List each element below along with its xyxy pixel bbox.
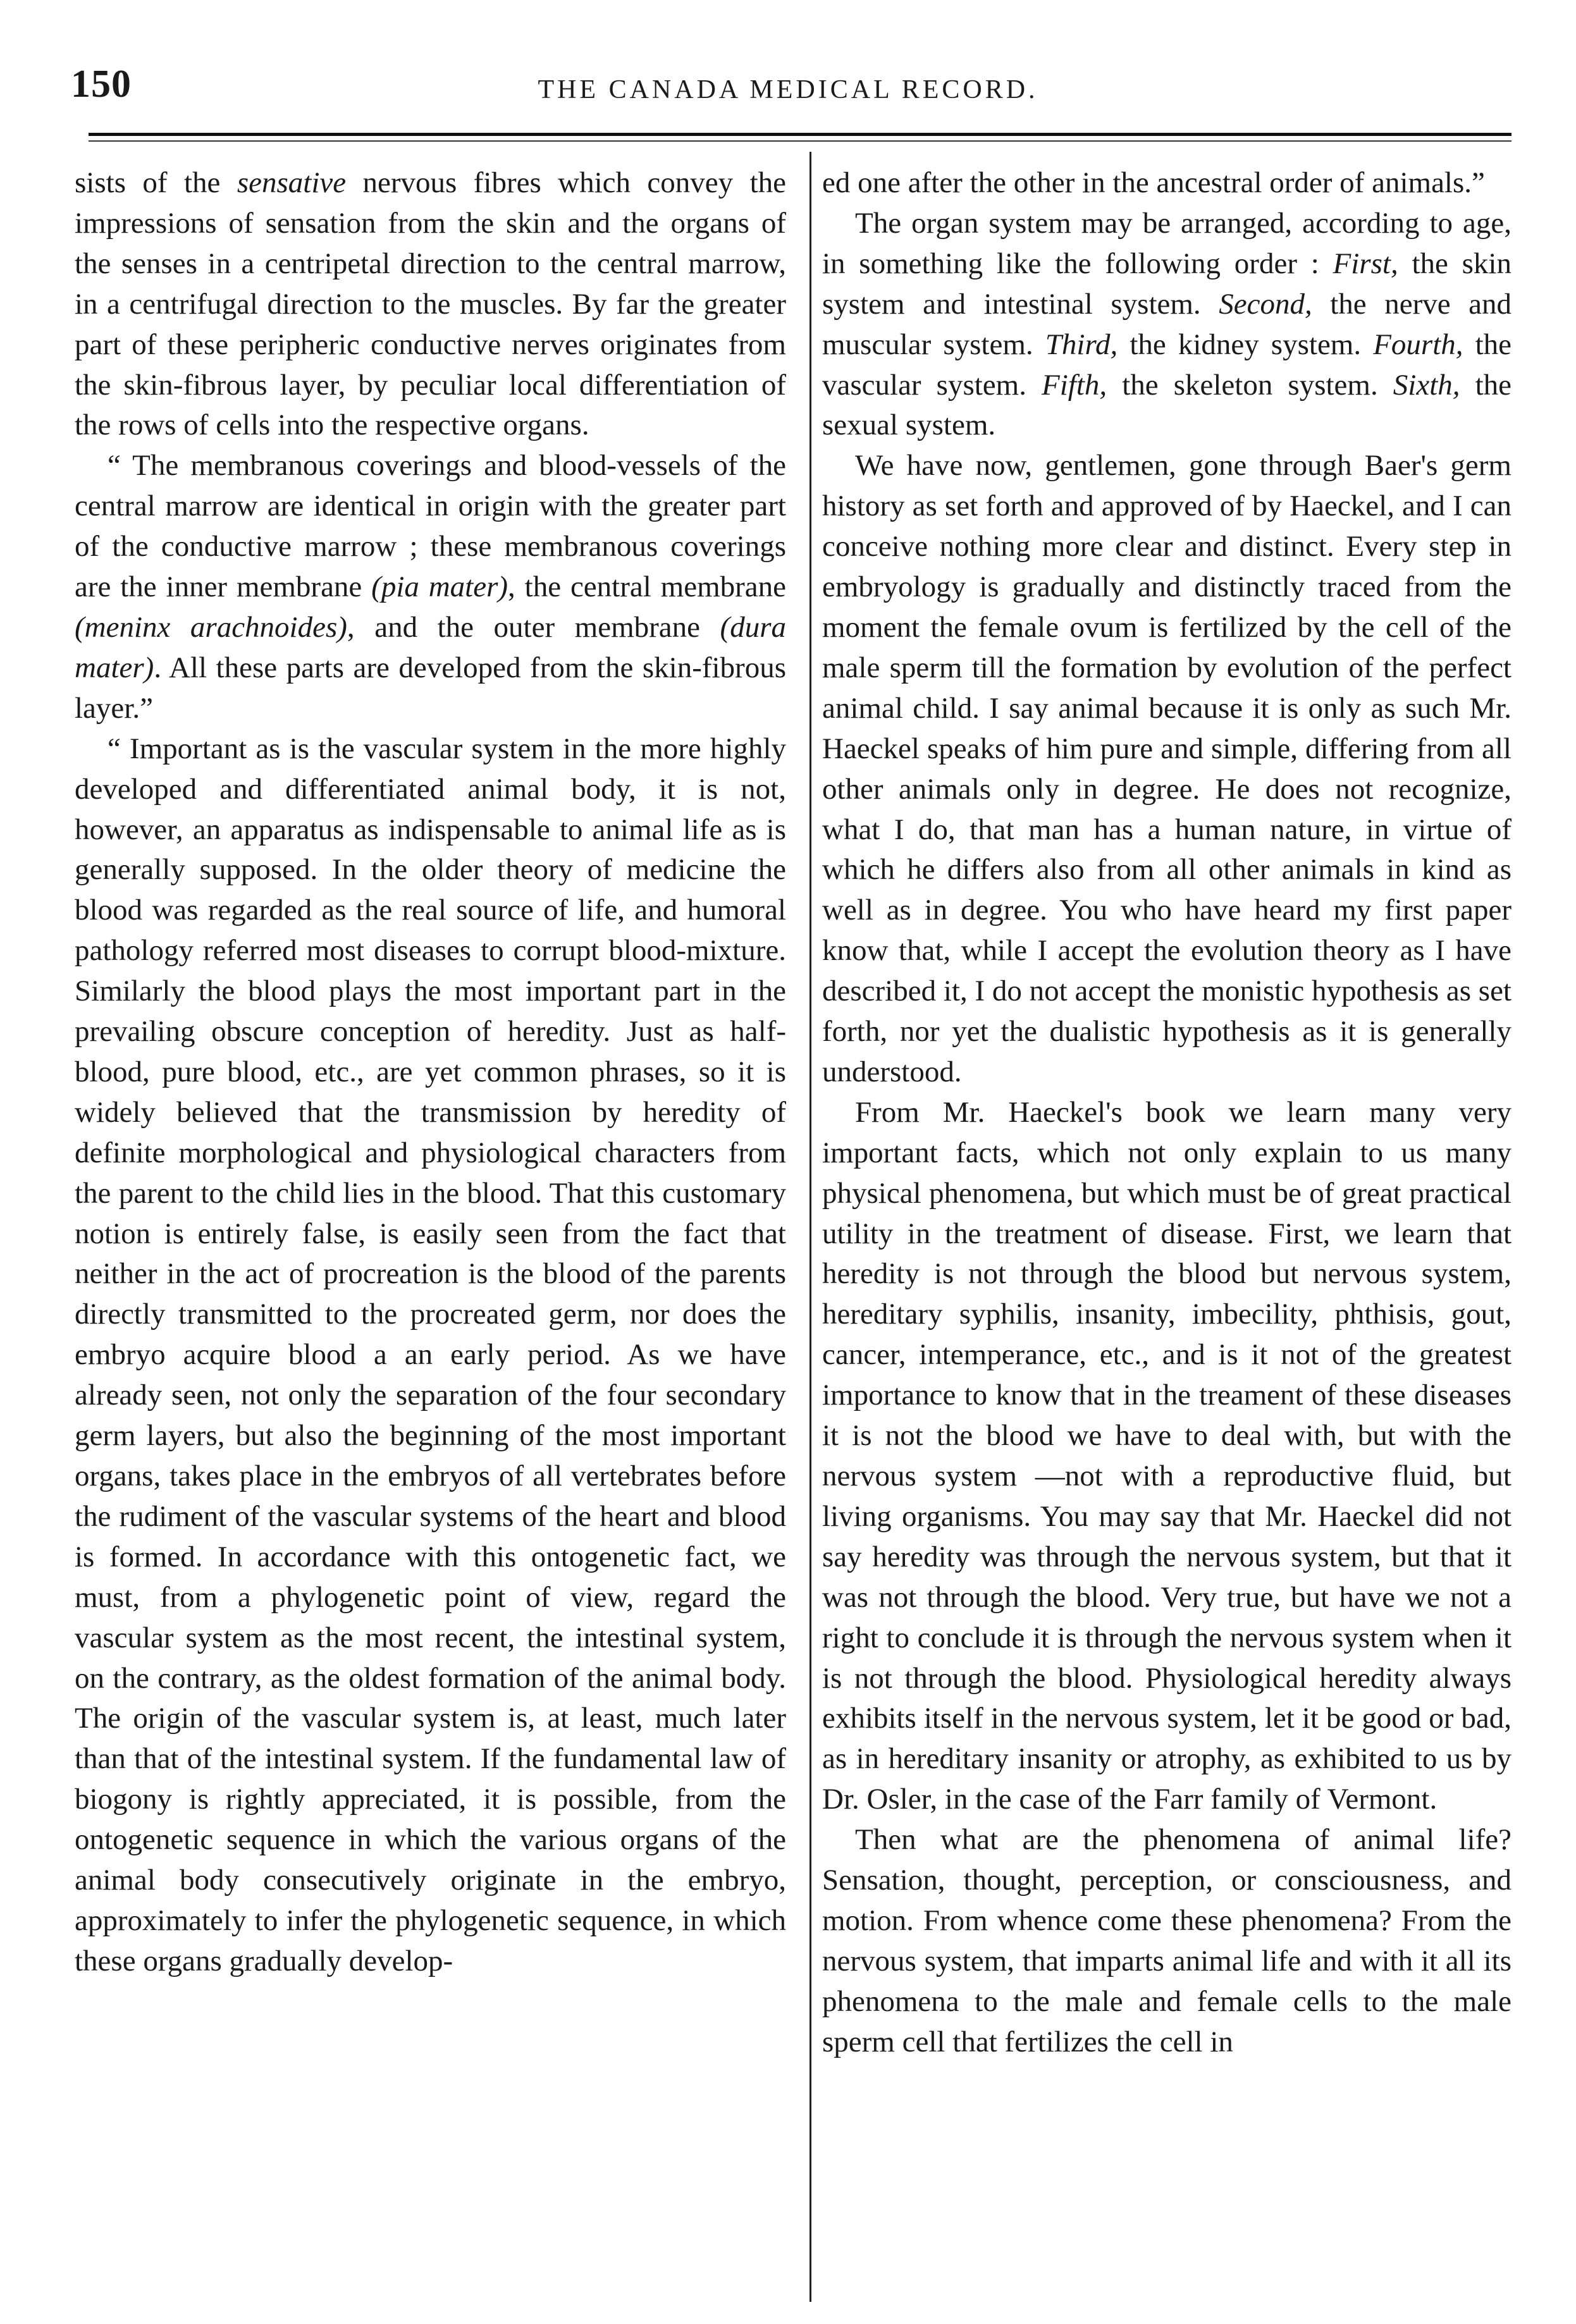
italic-run: Sixth, bbox=[1393, 368, 1460, 402]
paragraph bbox=[822, 446, 1511, 1093]
text-run: nervous fibres which convey the impressions of sensation from the skin and the organs of the senses in a centripetal direction to the central marrow, in a centrifugal direction to the muscles. By far the greater part of these peripheric conductive nerves originates from the skin-fibrous layer, by peculiar local differentiation of the rows of cells into the respective organs. bbox=[75, 166, 786, 442]
text-run: sists of the bbox=[75, 166, 237, 199]
text-run: The organ system may be arranged, according to age, in something like the following order : bbox=[822, 206, 1511, 280]
text-run: the skin system and intestinal system. bbox=[822, 247, 1511, 321]
italic-run: Third, bbox=[1045, 328, 1118, 361]
page-number: 150 bbox=[71, 63, 132, 106]
paragraph bbox=[822, 1093, 1511, 1820]
text-run: the vascular system. bbox=[822, 328, 1511, 402]
paragraph bbox=[75, 446, 786, 729]
italic-run: (pia mater) bbox=[371, 570, 508, 604]
italic-run: Fifth, bbox=[1042, 368, 1107, 402]
header-rule bbox=[89, 133, 1511, 136]
paragraph bbox=[75, 163, 786, 446]
text-run: We have now, gentlemen, gone through Baer's germ history as set forth and approved of by Haeckel, and I can conceive nothing more clear and distinct. Every step in embryology is gradually and distinctly traced from the moment the female ovum is fertilized by the cell of the male sperm till the formation by evolution of the perfect animal child. I say animal because it is only as such Mr. Haeckel speaks of him pure and simple, differing from all other animals only in degree. He does not recognize, what I do, that man has a human nature, in virtue of which he differs also from all other animals in kind as well as in degree. You who have heard my first paper know that, while I accept the evolution theory as I have described it, I do not accept the monistic hypothesis as set forth, nor yet the dualistic hypothesis as it is generally understood. bbox=[822, 449, 1511, 1088]
italic-run: sensative bbox=[237, 166, 347, 199]
text-run: “ Important as is the vascular system in the more highly developed and differentiated animal body, it is not, however, an apparatus as indispensable to animal life as is generally supposed. In the older theory of medicine the blood was regarded as the real source of life, and humoral pathology referred most diseases to corrupt blood-mixture. Similarly the blood plays the most important part in the prevailing obscure conception of heredity. Just as half-blood, pure blood, etc., are yet common phrases, so it is widely believed that the transmission by heredity of definite morphological and physiological characters from the parent to the child lies in the blood. That this customary notion is entirely false, is easily seen from the fact that neither in the act of procreation is the blood of the parents directly transmitted to the procreated germ, nor does the embryo acquire blood a an early period. As we have already seen, not only the separation of the four secondary germ layers, but also the beginning of the most important organs, takes place in the embryos of all vertebrates before the rudiment of the vascular systems of the heart and blood is formed. In accordance with this ontogenetic fact, we must, from a phylogenetic point of view, regard the vascular system as the most recent, the intestinal system, on the contrary, as the oldest formation of the animal body. The origin of the vascular system is, at least, much later than that of the intestinal system. If the fundamental law of biogony is rightly appreciated, it is possible, from the ontogenetic sequence in which the various organs of the animal body consecutively originate in the embryo, approximately to infer the phylogenetic sequence, in which these organs gradually develop- bbox=[75, 732, 786, 1977]
italic-run: Second, bbox=[1219, 287, 1312, 321]
text-run: the nerve and muscular system. bbox=[822, 287, 1511, 361]
italic-run: (meninx arachnoides) bbox=[75, 610, 347, 644]
right-column bbox=[822, 163, 1511, 2310]
paragraph bbox=[822, 1820, 1511, 2062]
text-run: the kidney system. bbox=[1117, 328, 1374, 361]
paragraph bbox=[75, 729, 786, 1982]
text-run: ed one after the other in the ancestral order of animals.” bbox=[822, 166, 1485, 199]
left-column bbox=[75, 163, 786, 2310]
text-run: , and the outer membrane bbox=[347, 610, 720, 644]
text-run: , the central membrane bbox=[508, 570, 786, 604]
italic-run: First, bbox=[1333, 247, 1398, 280]
italic-run: (dura mater) bbox=[75, 610, 786, 684]
paragraph bbox=[822, 204, 1511, 446]
column-divider bbox=[810, 152, 811, 2302]
text-run: Then what are the phenomena of animal life? Sensation, thought, perception, or consciousness, and motion. From whence come these phenomena? From the nervous system, that imparts animal life and with it all its phenomena to the male and female cells to the male sperm cell that fertilizes the cell in bbox=[822, 1823, 1511, 2058]
paragraph bbox=[822, 163, 1511, 204]
text-run: “ The membranous coverings and blood-vessels of the central marrow are identical in origin with the greater part of the conductive marrow ; these membranous coverings are the inner membrane bbox=[75, 449, 786, 604]
text-run: . All these parts are developed from the skin-fibrous layer.” bbox=[75, 651, 786, 725]
italic-run: Fourth, bbox=[1373, 328, 1463, 361]
text-run: the sexual system. bbox=[822, 368, 1511, 442]
header-rule-thin bbox=[89, 140, 1511, 142]
running-head: THE CANADA MEDICAL RECORD. bbox=[538, 75, 1038, 104]
text-run: From Mr. Haeckel's book we learn many very important facts, which not only explain to us many physical phenomena, but which must be of great practical utility in the treatment of disease. First, we learn that heredity is not through the blood but nervous system, hereditary syphilis, insanity, imbecility, phthisis, gout, cancer, intemperance, etc., and is it not of the greatest importance to know that in the treament of these diseases it is not the blood we have to deal with, but with the nervous system —not with a reproductive fluid, but living organisms. You may say that Mr. Haeckel did not say heredity was through the nervous system, but that it was not through the blood. Very true, but have we not a right to conclude it is through the nervous system when it is not through the blood. Physiological heredity always exhibits itself in the nervous system, let it be good or bad, as in hereditary insanity or atrophy, as exhibited to us by Dr. Osler, in the case of the Farr family of Vermont. bbox=[822, 1095, 1511, 1816]
text-run: the skeleton system. bbox=[1107, 368, 1393, 402]
